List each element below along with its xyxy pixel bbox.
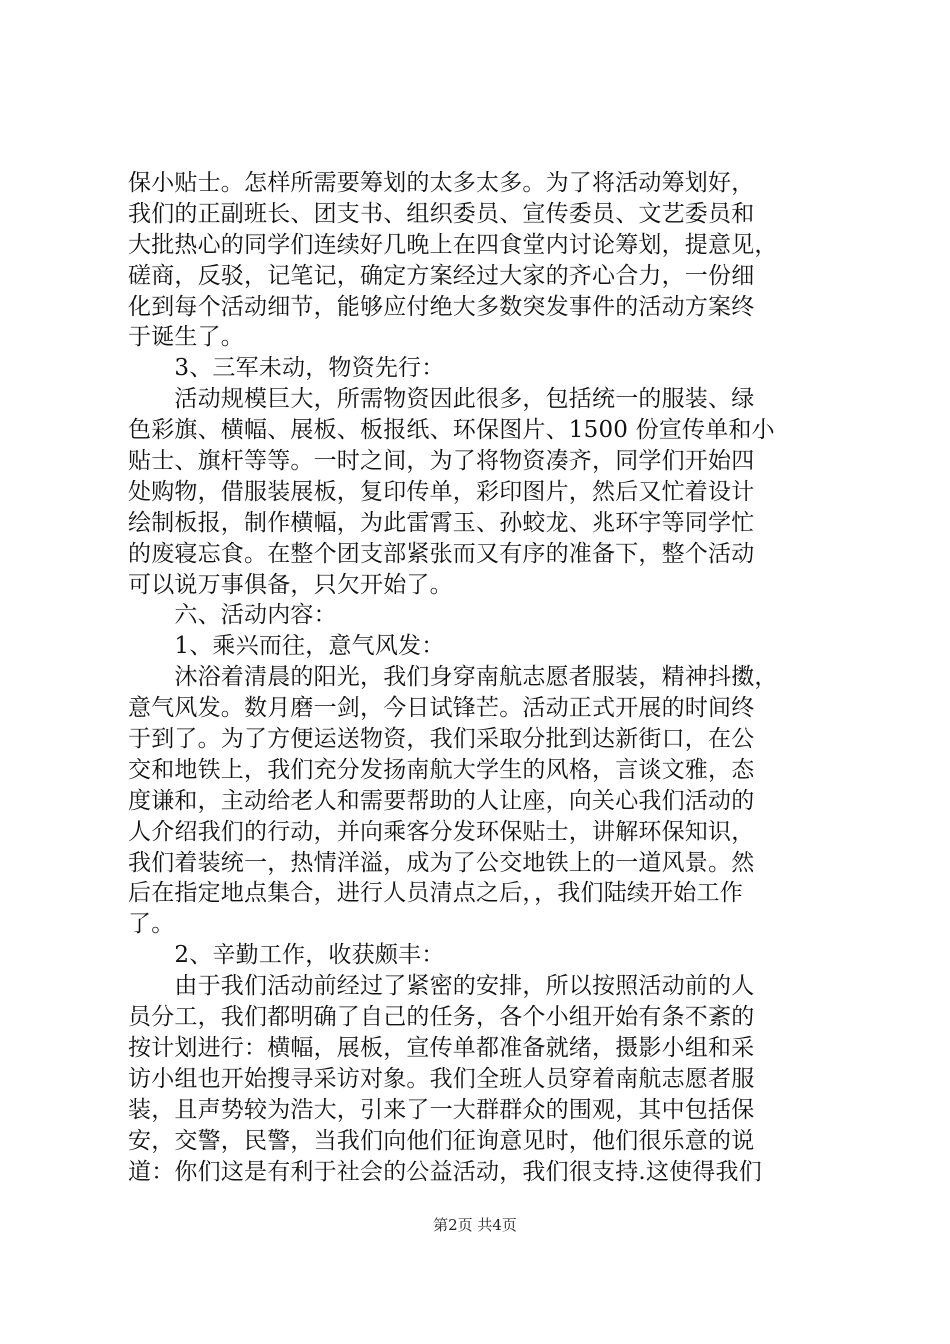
section-heading: 1、乘兴而往，意气风发： <box>128 633 445 660</box>
section-heading: 2、辛勤工作，收获颇丰： <box>128 942 445 969</box>
text-line: 活动规模巨大，所需物资因此很多，包括统一的服装、绿 <box>128 386 755 413</box>
text-line: 沐浴着清晨的阳光，我们身穿南航志愿者服装，精神抖擞， <box>128 664 778 691</box>
text-line: 贴士、旗杆等等。一时之间，为了将物资凑齐，同学们开始四 <box>128 448 755 475</box>
section-heading: 六、活动内容： <box>128 602 337 629</box>
text-line: 我们的正副班长、团支书、组织委员、宣传委员、文艺委员和 <box>128 200 755 227</box>
text-line: 度谦和，主动给老人和需要帮助的人让座，向关心我们活动的 <box>128 787 755 814</box>
text-line: 处购物，借服装展板，复印传单，彩印图片，然后又忙着设计 <box>128 478 755 505</box>
page-number-footer: 第2页 共4页 <box>433 1216 517 1234</box>
text-line: 色彩旗、横幅、展板、板报纸、环保图片、1500 份宣传单和小 <box>128 417 775 444</box>
text-line: 按计划进行：横幅，展板，宣传单都准备就绪，摄影小组和采 <box>128 1034 755 1061</box>
text-line: 绘制板报，制作横幅，为此雷霄玉、孙蛟龙、兆环宇等同学忙 <box>128 509 755 536</box>
text-line: 意气风发。数月磨一剑，今日试锋芒。活动正式开展的时间终 <box>128 695 755 722</box>
text-line: 交和地铁上，我们充分发扬南航大学生的风格，言谈文雅，态 <box>128 756 755 783</box>
text-line: 大批热心的同学们连续好几晚上在四食堂内讨论筹划，提意见， <box>128 231 778 258</box>
text-line: 于诞生了。 <box>128 324 244 351</box>
text-line: 道：你们这是有利于社会的公益活动，我们很支持.这使得我们 <box>128 1158 762 1185</box>
text-line: 由于我们活动前经过了紧密的安排，所以按照活动前的人 <box>128 973 755 1000</box>
text-line: 化到每个活动细节，能够应付绝大多数突发事件的活动方案终 <box>128 293 755 320</box>
text-line: 的废寝忘食。在整个团支部紧张而又有序的准备下，整个活动 <box>128 540 755 567</box>
text-line: 访小组也开始搜寻采访对象。我们全班人员穿着南航志愿者服 <box>128 1065 755 1092</box>
text-line: 保小贴士。怎样所需要筹划的太多太多。为了将活动筹划好， <box>128 170 755 196</box>
text-line: 后在指定地点集合，进行人员清点之后，，我们陆续开始工作 <box>128 880 743 907</box>
text-line: 员分工，我们都明确了自己的任务，各个小组开始有条不紊的 <box>128 1004 755 1031</box>
body-text <box>128 168 836 1187</box>
section-heading: 3、三军未动，物资先行： <box>128 355 445 382</box>
text-line: 人介绍我们的行动，并向乘客分发环保贴士，讲解环保知识， <box>128 818 755 845</box>
text-line: 可以说万事俱备，只欠开始了。 <box>128 571 453 598</box>
text-line: 磋商，反驳，记笔记，确定方案经过大家的齐心合力，一份细 <box>128 262 755 289</box>
text-line: 于到了。为了方便运送物资，我们采取分批到达新街口，在公 <box>128 726 755 753</box>
text-line: 我们着装统一，热情洋溢，成为了公交地铁上的一道风景。然 <box>128 849 755 876</box>
text-line: 了。 <box>128 911 175 938</box>
text-line: 装，且声势较为浩大，引来了一大群群众的围观，其中包括保 <box>128 1096 755 1123</box>
text-line: 安，交警，民警，当我们向他们征询意见时，他们很乐意的说 <box>128 1127 755 1154</box>
